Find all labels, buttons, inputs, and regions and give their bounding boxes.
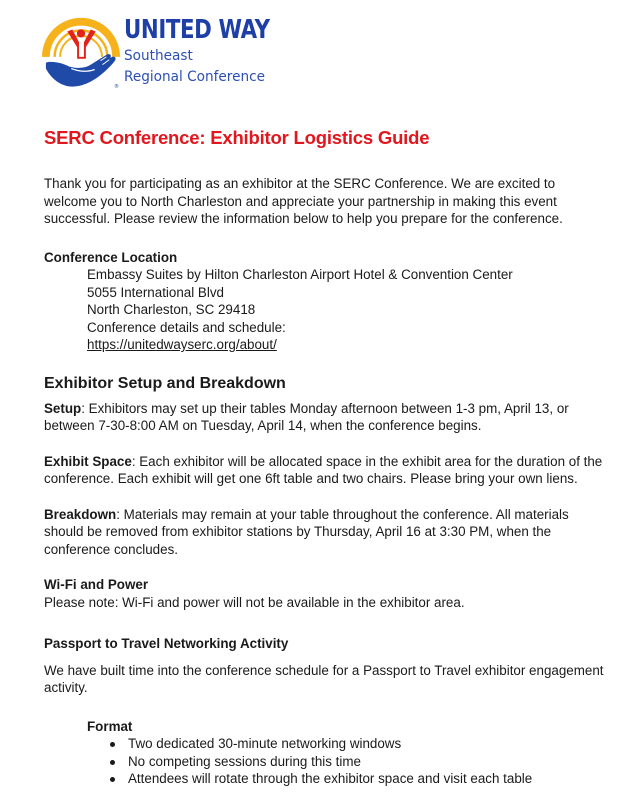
exhibit-space-paragraph: [44, 453, 604, 488]
passport-text: We have built time into the conference schedule for a Passport to Travel exhibitor engagement activity.: [44, 662, 604, 695]
wifi-power-heading: Wi-Fi and Power: [44, 577, 149, 592]
venue-city: North Charleston, SC 29418: [87, 302, 256, 317]
logo-wordmark: [124, 14, 302, 88]
conference-details-link[interactable]: https://unitedwayserc.org/about/: [87, 337, 277, 352]
united-way-logo: [42, 12, 282, 90]
format-list-item: Two dedicated 30-minute networking windows: [110, 735, 604, 753]
venue-street: 5055 International Blvd: [87, 284, 224, 300]
format-list-item: No competing sessions during this time: [110, 753, 604, 771]
wifi-power-text: Please note: Wi-Fi and power will not be available in the exhibitor area.: [44, 594, 465, 610]
document-title: SERC Conference: Exhibitor Logistics Guide: [44, 127, 430, 148]
setup-paragraph: [44, 400, 604, 435]
brand-subtitle-line-2: Regional Conference: [124, 69, 266, 85]
setup-text: : Exhibitors may set up their tables Monday afternoon between 1-3 pm, April 13, or between 7-30-8:00 AM on Tuesday, April 14, when the conference begins.: [44, 400, 569, 433]
venue-name: Embassy Suites by Hilton Charleston Airport Hotel & Convention Center: [87, 267, 513, 282]
intro-paragraph: Thank you for participating as an exhibitor at the SERC Conference. We are excited to welcome you to North Charleston and appreciate your partnership in making this event successful. Please review the information below to help you prepare for the conference.: [44, 176, 563, 226]
brand-name: UNITED WAY: [124, 15, 270, 45]
setup-label: Setup: [44, 400, 82, 416]
exhibit-space-label: Exhibit Space: [44, 453, 132, 469]
conference-location-heading: Conference Location: [44, 249, 178, 265]
document-body: [44, 126, 604, 788]
format-list: [44, 735, 604, 788]
conference-details-label: Conference details and schedule:: [87, 319, 286, 335]
svg-text:®: ®: [114, 84, 120, 90]
conference-location-section: [44, 249, 604, 354]
passport-section: [44, 635, 604, 788]
breakdown-paragraph: [44, 506, 604, 559]
united-way-hand-person-logo-icon: [42, 12, 120, 90]
breakdown-label: Breakdown: [44, 506, 117, 522]
exhibit-space-text: : Each exhibitor will be allocated space in the exhibit area for the duration of the conference. Each exhibit will get one 6ft table and two chairs. Please bring your own liens.: [44, 453, 603, 486]
passport-heading: Passport to Travel Networking Activity: [44, 636, 289, 651]
wifi-power-section: [44, 576, 604, 611]
format-heading: Format: [87, 718, 133, 734]
brand-subtitle-line-1: Southeast: [124, 48, 193, 64]
breakdown-text: : Materials may remain at your table throughout the conference. All materials should be removed from exhibitor stations by Thursday, April 16 at 3:30 PM, when the conference concludes.: [44, 506, 569, 557]
format-list-item: Attendees will rotate through the exhibitor space and visit each table: [110, 770, 604, 788]
setup-breakdown-heading: Exhibitor Setup and Breakdown: [44, 374, 286, 392]
